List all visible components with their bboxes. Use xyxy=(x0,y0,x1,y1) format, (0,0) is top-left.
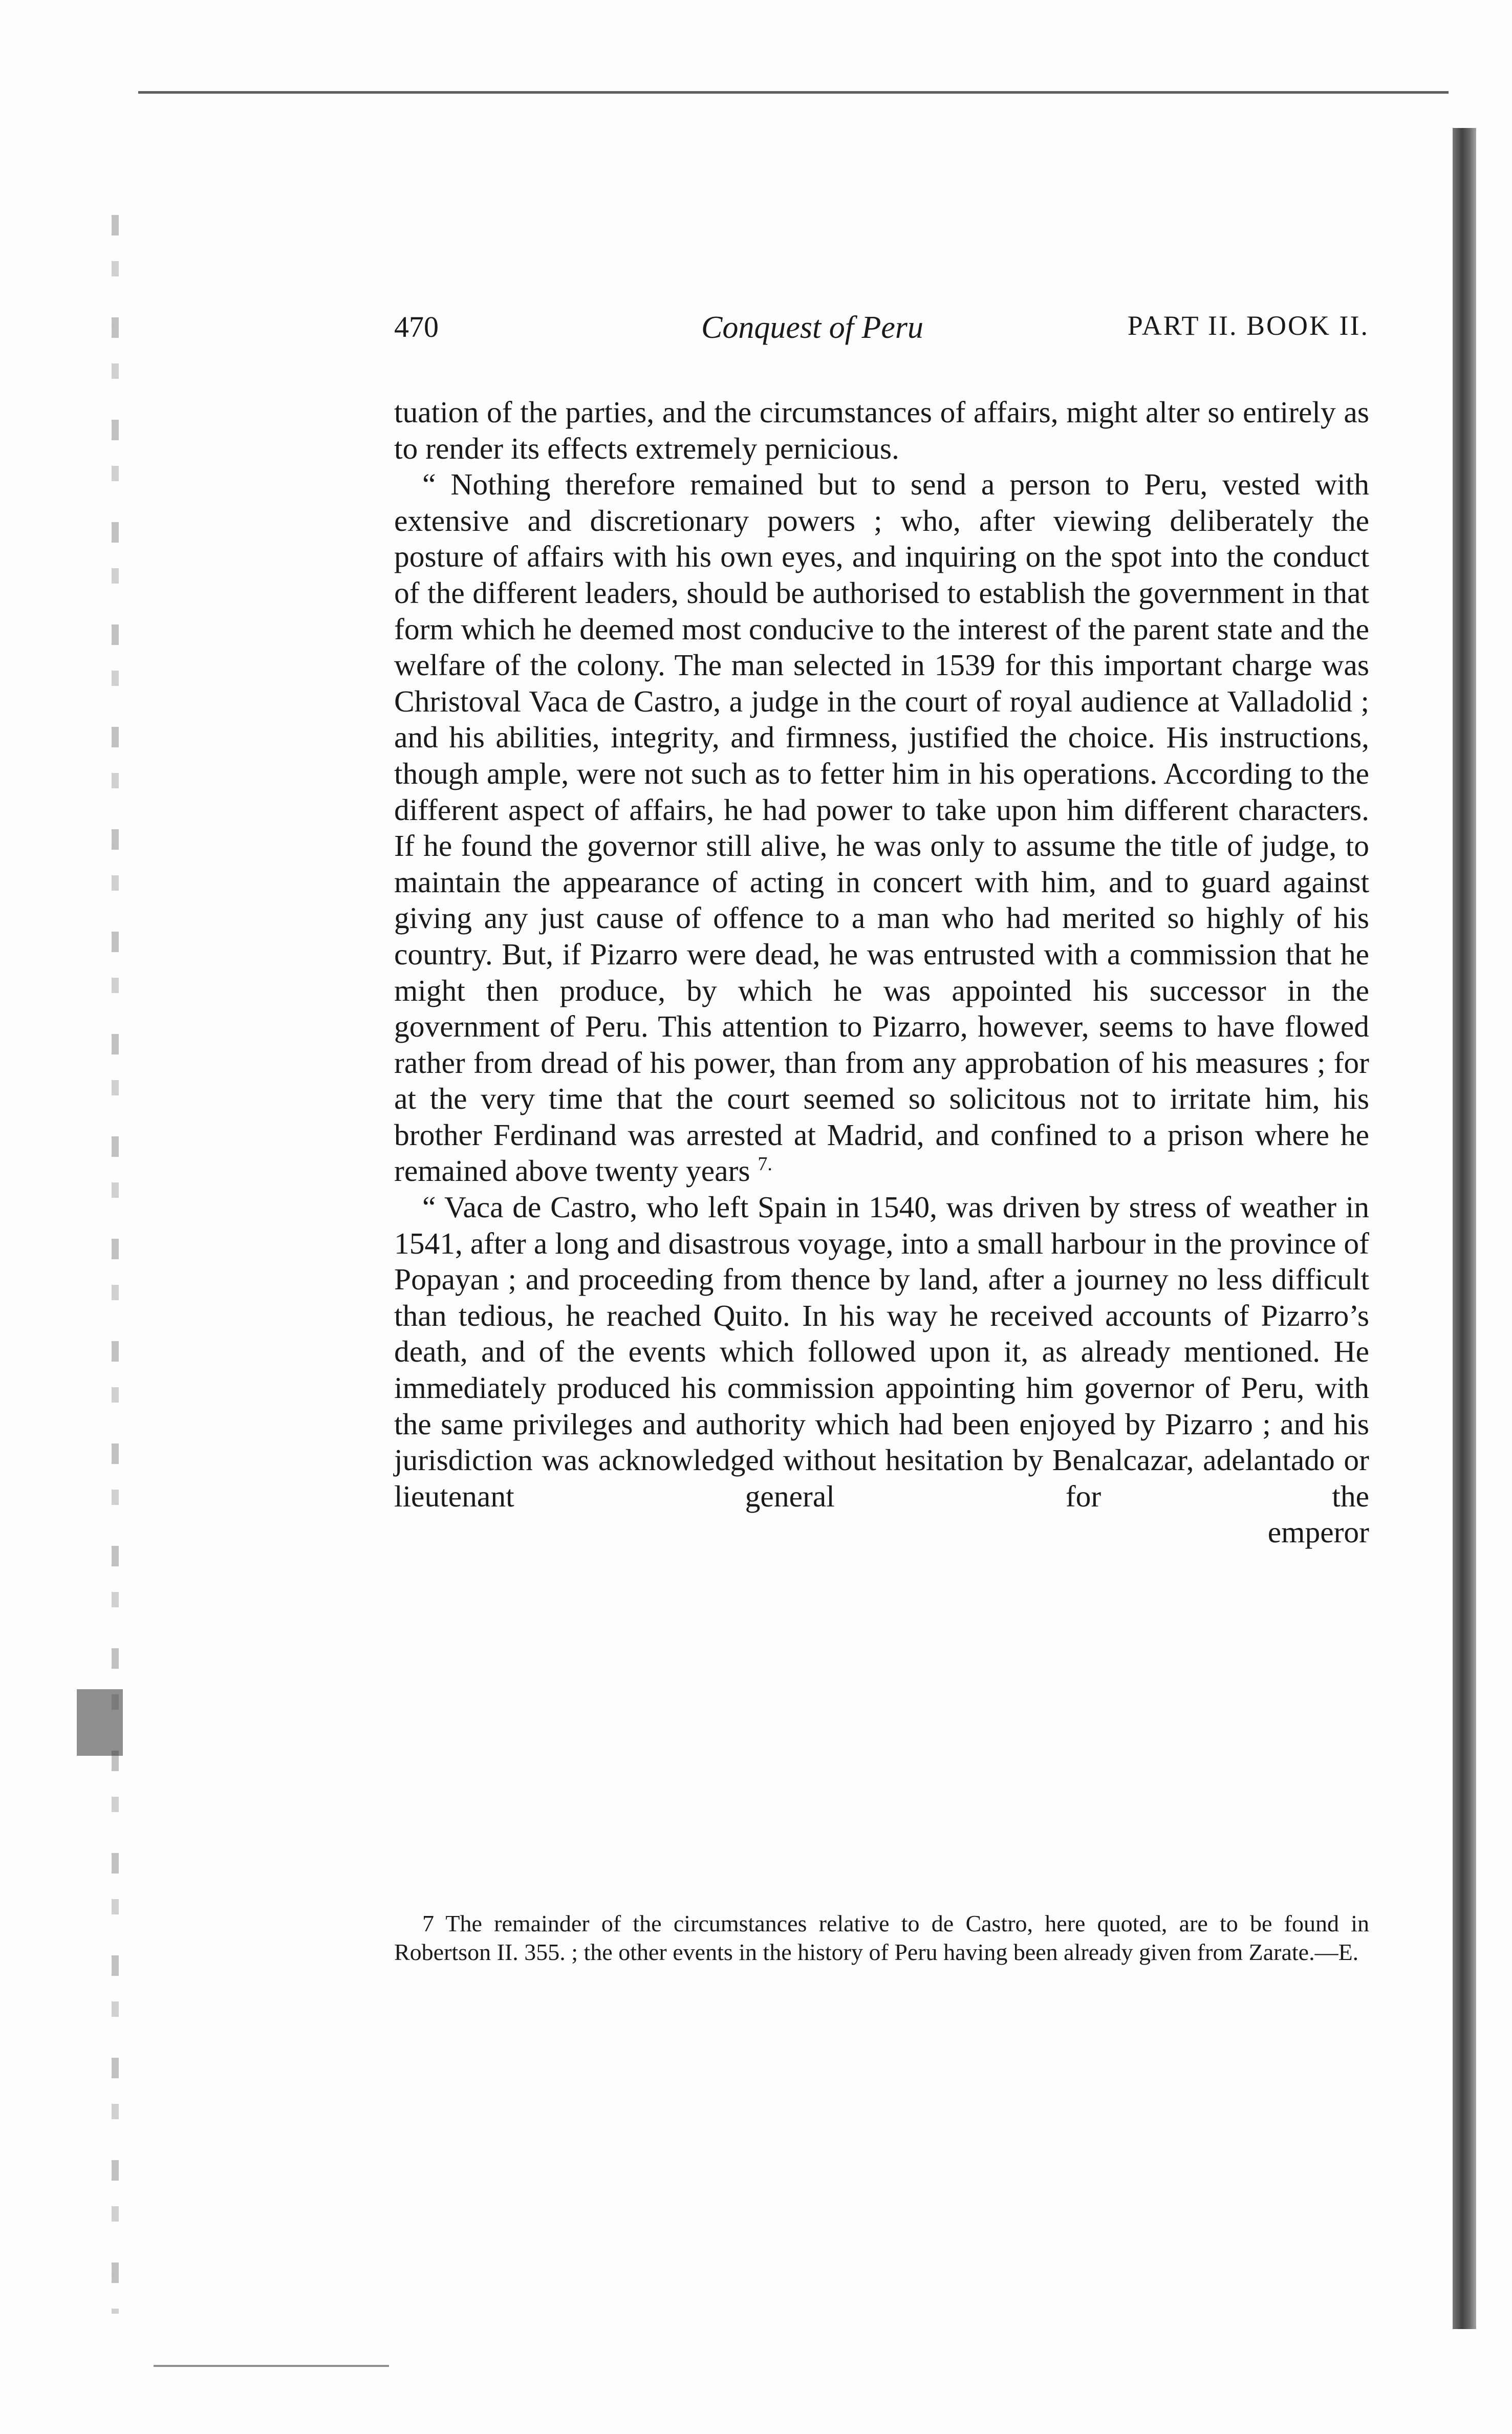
paragraph-continuation: tuation of the parties, and the circumstances of affairs, might alter so entirely as to render its effects extremely pernicious. xyxy=(394,395,1369,465)
running-head xyxy=(394,310,1369,351)
scan-bottom-rule xyxy=(154,2365,389,2367)
scan-right-edge xyxy=(1453,128,1476,2329)
catchword: emperor xyxy=(1267,1515,1369,1549)
body-text xyxy=(394,394,1369,1550)
scan-top-rule xyxy=(138,91,1449,94)
paragraph-vaca-de-castro: “ Vaca de Castro, who left Spain in 1540, was driven by stress of weather in 1541, after a long and disastrous voyage, into a small harbour in the province of Popayan ; and proceeding from thence by land, after a journey no less difficult than tedious, he reached Quito. In his way he received accounts of Pizarro’s death, and of the events which followed upon it, as already mentioned. He immediately produced his commission appointing him governor of Peru, with the same privileges and authority which had been enjoyed by Pizarro ; and his jurisdiction was acknowledged without hesitation by Benalcazar, adelantado or lieutenant general for the xyxy=(394,1190,1369,1513)
paragraph-commission xyxy=(394,466,1369,1189)
footnote-text: 7 The remainder of the circumstances relative to de Castro, here quoted, are to be found in Robertson II. 355. ; the other events in the history of Peru having been already given from Zarate.—E. xyxy=(394,1910,1369,1965)
footnote xyxy=(394,1909,1369,1967)
scan-left-blot xyxy=(77,1689,123,1756)
paragraph-commission-text: “ Nothing therefore remained but to send a person to Peru, vested with extensive and discretionary powers ; who, after viewing deliberately the posture of affairs with his own eyes, and inquiring on the spot into the conduct of the different leaders, should be authorised to establish the government in that form which he deemed most conducive to the interest of the parent state and the welfare of the colony. The man selected in 1539 for this important charge was Christoval Vaca de Castro, a judge in the court of royal audience at Valladolid ; and his abilities, integrity, and firmness, justified the choice. His instructions, though ample, were not such as to fetter him in his operations. According to the different aspect of affairs, he had power to take upon him different characters. If he found the governor still alive, he was only to assume the title of judge, to maintain the appearance of acting in concert with him, and to guard against giving any just cause of offence to a man who had merited so highly of his country. But, if Pizarro were dead, he was entrusted with a commission that he might then produce, by which he was appointed his successor in the government of Peru. This attention to Pizarro, however, seems to have flowed rather from dread of his power, than from any approbation of his measures ; for at the very time that the court seemed so solicitous not to irritate him, his brother Ferdinand was arrested at Madrid, and confined to a prison where he remained above twenty years xyxy=(394,467,1369,1188)
footnote-reference: 7. xyxy=(758,1153,772,1175)
part-book-label: PART II. BOOK II. xyxy=(1127,310,1369,341)
scan-left-edge xyxy=(112,215,119,2314)
running-title: Conquest of Peru xyxy=(701,310,923,345)
page-number: 470 xyxy=(394,310,439,343)
